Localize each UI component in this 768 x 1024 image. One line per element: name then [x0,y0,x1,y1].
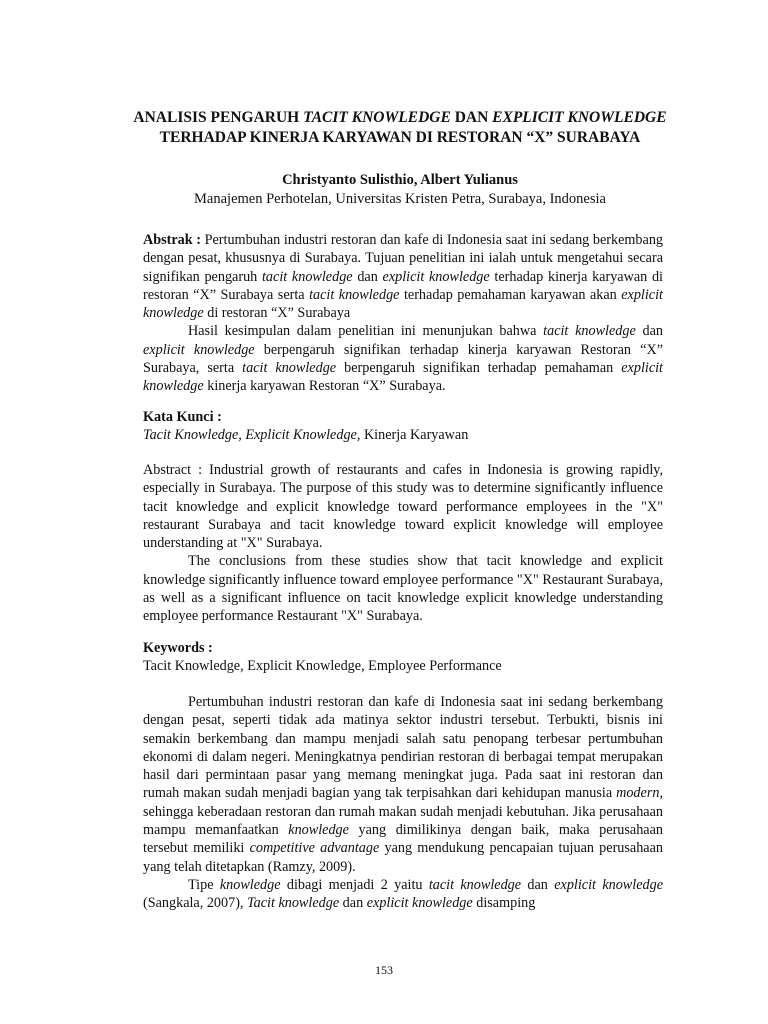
body-text [143,693,663,913]
abstrak-section [143,231,663,396]
keywords-section [143,639,663,676]
abstrak-paragraph-1: Abstrak : Pertumbuhan industri restoran dan kafe di Indonesia saat ini sedang berkembang dengan pesat, khususnya di Surabaya. Tujuan penelitian ini ialah untuk mengetahui secara signifikan pengaruh tacit knowledge dan explicit knowledge terhadap kinerja karyawan di restoran “X” Surabaya serta tacit knowledge terhadap pemahaman karyawan akan explicit knowledge di restoran “X” Surabaya [143,232,664,322]
authors: Christyanto Sulisthio, Albert Yulianus [282,172,518,188]
abstract-english-paragraph-1: Abstract : Industrial growth of restaurants and cafes in Indonesia is growing rapidly, especially in Surabaya. The purpose of this study was to determine significantly influence tacit knowledge and explicit knowledge toward performance employees in the "X" restaurant Surabaya and tacit knowledge toward explicit knowledge will employee understanding at "X" Surabaya. [143,462,663,552]
body-paragraph-2: Tipe knowledge dibagi menjadi 2 yaitu tacit knowledge dan explicit knowledge (Sangkala, 2007), Tacit knowledge dan explicit knowledge disamping [143,876,663,912]
kata-kunci-text: Tacit Knowledge, Explicit Knowledge, Kinerja Karyawan [143,427,469,444]
abstract-english-paragraph-2: The conclusions from these studies show that tacit knowledge and explicit knowledge significantly influence toward employee performance "X" Restaurant Surabaya, as well as a significant influence on tacit knowledge explicit knowledge understanding employee performance Restaurant "X" Surabaya. [143,553,663,625]
abstrak-paragraph-2: Hasil kesimpulan dalam penelitian ini menunjukan bahwa tacit knowledge dan explicit knowledge berpengaruh signifikan terhadap kinerja karyawan Restoran “X” Surabaya, serta tacit knowledge berpengaruh signifikan terhadap pemahaman explicit knowledge kinerja karyawan Restoran “X” Surabaya. [143,323,664,395]
affiliation: Manajemen Perhotelan, Universitas Kristen Petra, Surabaya, Indonesia [194,191,606,207]
abstrak-label: Abstrak : [143,232,201,248]
kata-kunci-heading: Kata Kunci : [143,409,222,425]
keywords-heading: Keywords : [143,640,213,656]
title-line-2: TERHADAP KINERJA KARYAWAN DI RESTORAN “X” SURABAYA [159,129,641,146]
body-paragraph-1: Pertumbuhan industri restoran dan kafe di Indonesia saat ini sedang berkembang dengan pesat, seperti tidak ada matinya sektor industri tersebut. Terbukti, bisnis ini semakin berkembang dan mampu menjadi salah satu penopang terbesar pertumbuhan ekonomi di dalam negeri. Meningkatnya pendirian restoran di berbagai tempat merupakan hasil dari permintaan pasar yang memang meningkat juga. Pada saat ini restoran dan rumah makan sudah menjadi bagian yang tak terpisahkan dari kehidupan manusia modern, sehingga keberadaan restoran dan rumah makan sudah menjadi kebutuhan. Jika perusahaan mampu memanfaatkan knowledge yang dimilikinya dengan baik, maka perusahaan tersebut memiliki competitive advantage yang mendukung pencapaian tujuan perusahaan yang telah ditetapkan (Ramzy, 2009). [143,694,663,875]
keywords-text: Tacit Knowledge, Explicit Knowledge, Employee Performance [143,658,502,675]
abstract-english-section [143,461,663,626]
page-number: 153 [375,963,393,977]
title-line-1: ANALISIS PENGARUH TACIT KNOWLEDGE DAN EXPLICIT KNOWLEDGE [133,109,667,126]
kata-kunci-section [143,408,663,445]
paper-title [120,108,680,148]
